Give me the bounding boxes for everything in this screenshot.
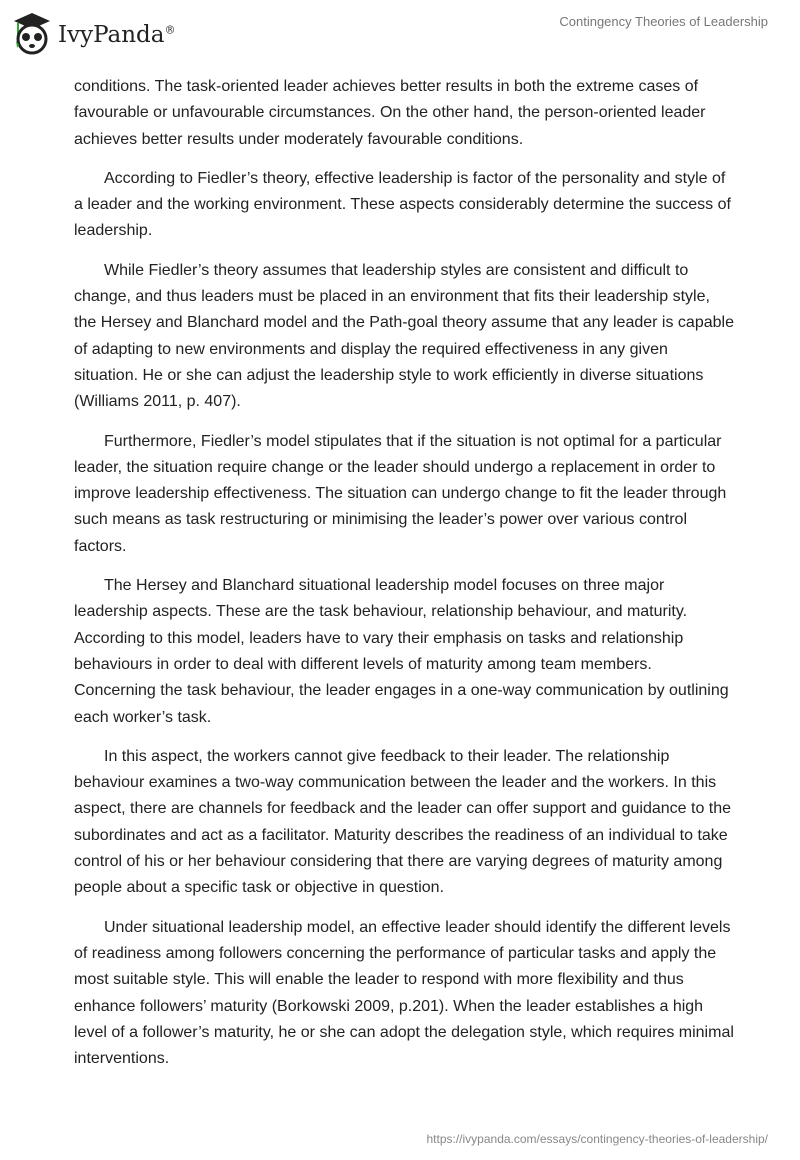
- document-title: Contingency Theories of Leadership: [559, 14, 768, 29]
- brand-name: [58, 22, 175, 48]
- essay-body: [74, 74, 734, 1085]
- source-url[interactable]: https://ivypanda.com/essays/contingency-theories-of-leadership/: [426, 1132, 768, 1146]
- brand-text: IvyPanda: [58, 22, 165, 48]
- paragraph: Under situational leadership model, an effective leader should identify the different levels of readiness among followers concerning the performance of particular tasks and apply the most suitable style. This will enable the leader to respond with more flexibility and thus enhance followers’ maturity (Borkowski 2009, p.201). When the leader establishes a high level of a follower’s maturity, he or she can adopt the delegation style, which requires minimal interventions.: [74, 918, 734, 1068]
- paragraph: conditions. The task-oriented leader achieves better results in both the extreme cases of favourable or unfavourable circumstances. On the other hand, the person-oriented leader achieves better results under moderately favourable conditions.: [74, 78, 706, 148]
- paragraph: While Fiedler’s theory assumes that leadership styles are consistent and difficult to change, and thus leaders must be placed in an environment that fits their leadership style, the Hersey and Blanchard model and the Path-goal theory assume that any leader is capable of adapting to new environments and display the required effectiveness in any given situation. He or she can adjust the leadership style to work efficiently in diverse situations (Williams 2011, p. 407).: [74, 261, 734, 411]
- paragraph: Furthermore, Fiedler’s model stipulates that if the situation is not optimal for a particular leader, the situation require change or the leader should undergo a replacement in order to improve leadership effectiveness. The situation can undergo change to fit the leader through such means as task restructuring or minimising the leader’s power over various control factors.: [74, 432, 727, 555]
- panda-logo-icon: [12, 9, 52, 55]
- paragraph: According to Fiedler’s theory, effective leadership is factor of the personality and style of a leader and the working environment. These aspects considerably determine the success of leadership.: [74, 169, 731, 240]
- paragraph: The Hersey and Blanchard situational leadership model focuses on three major leadership aspects. These are the task behaviour, relationship behaviour, and maturity. According to this model, leaders have to vary their emphasis on tasks and relationship behaviours in order to deal with different levels of maturity among team members. Concerning the task behaviour, the leader engages in a one-way communication by outlining each worker’s task.: [74, 577, 729, 726]
- registered-mark: ®: [164, 23, 176, 37]
- ivypanda-logo[interactable]: [12, 9, 175, 55]
- paragraph: In this aspect, the workers cannot give feedback to their leader. The relationship behaviour examines a two-way communication between the leader and the workers. In this aspect, there are channels for feedback and the leader can offer support and guidance to the subordinates and act as a facilitator. Maturity describes the readiness of an individual to take control of his or her behaviour considering that there are varying degrees of maturity among people about a specific task or objective in question.: [74, 747, 732, 897]
